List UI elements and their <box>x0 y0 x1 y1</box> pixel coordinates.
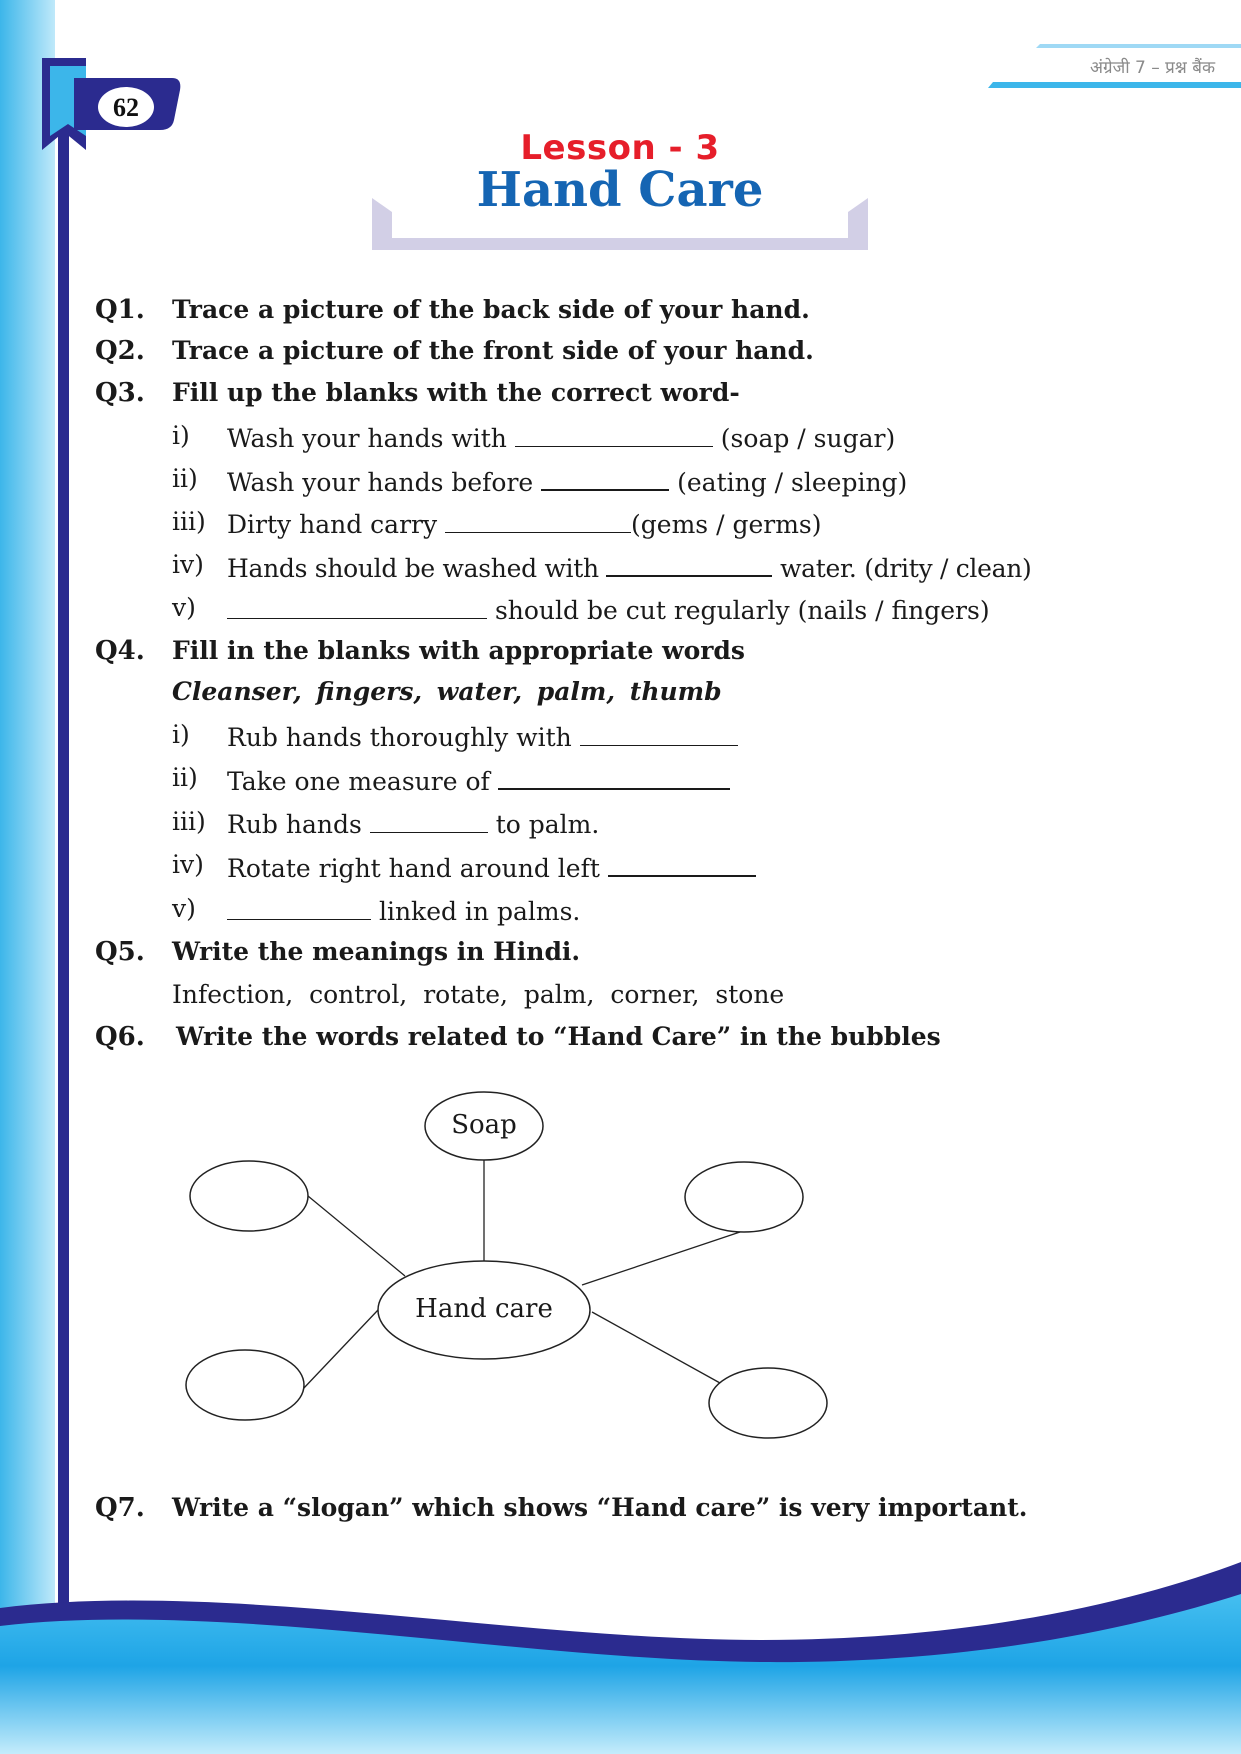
question-number: Q3. <box>95 378 145 408</box>
question-text: Fill up the blanks with the correct word- <box>172 378 740 407</box>
answer-bubble-lower-left[interactable] <box>190 1355 300 1415</box>
answer-blank[interactable] <box>370 806 488 833</box>
bubble-top-label: Soap <box>451 1110 517 1140</box>
answer-blank[interactable] <box>515 420 713 447</box>
question-text: Trace a picture of the front side of your hand. <box>172 336 814 365</box>
left-bar <box>58 110 69 1670</box>
left-band <box>0 0 55 1754</box>
header-rule <box>988 82 1241 88</box>
question-number: Q7. <box>95 1493 145 1523</box>
question-number: Q6. <box>95 1022 145 1052</box>
bubble-center-label: Hand care <box>415 1294 553 1324</box>
item-number: v) <box>172 593 196 622</box>
fill-blank-item: Wash your hands before (eating / sleeping) <box>227 463 907 499</box>
answer-blank[interactable] <box>606 549 772 577</box>
fill-blank-item: should be cut regularly (nails / fingers) <box>227 592 990 627</box>
hindi-meaning-words: Infection, control, rotate, palm, corner, stone <box>172 980 785 1009</box>
item-number: v) <box>172 894 196 923</box>
item-number: iii) <box>172 807 206 836</box>
question-number: Q1. <box>95 295 145 325</box>
item-number: ii) <box>172 763 198 792</box>
item-number: ii) <box>172 464 198 493</box>
fill-blank-item: Rub hands thoroughly with <box>227 719 738 754</box>
fill-blank-item: Rub hands to palm. <box>227 806 599 841</box>
question-text: Write the words related to “Hand Care” in the bubbles <box>176 1022 941 1051</box>
item-number: iv) <box>172 850 204 879</box>
page-title: Hand Care <box>476 162 764 218</box>
question-text: Write the meanings in Hindi. <box>172 937 581 966</box>
word-bank: Cleanser, fingers, water, palm, thumb <box>172 677 722 706</box>
question-text: Fill in the blanks with appropriate words <box>172 636 745 665</box>
item-number: iii) <box>172 507 206 536</box>
question-text: Write a “slogan” which shows “Hand care” is very important. <box>172 1493 1028 1522</box>
answer-blank[interactable] <box>580 719 738 746</box>
fill-blank-item: linked in palms. <box>227 893 580 928</box>
item-number: i) <box>172 720 190 749</box>
fill-blank-item: Take one measure of <box>227 762 730 798</box>
question-text: Trace a picture of the back side of your hand. <box>172 295 810 324</box>
book-header: अंग्रेजी 7 – प्रश्न बैंक <box>1090 58 1215 78</box>
answer-bubble-upper-right[interactable] <box>689 1167 799 1227</box>
item-number: i) <box>172 421 190 450</box>
answer-blank[interactable] <box>445 506 631 533</box>
answer-bubble-lower-right[interactable] <box>713 1373 823 1433</box>
answer-blank[interactable] <box>608 849 756 877</box>
answer-blank[interactable] <box>498 762 730 790</box>
answer-blank[interactable] <box>541 463 669 491</box>
answer-blank[interactable] <box>227 592 487 619</box>
answer-blank[interactable] <box>227 893 371 920</box>
answer-bubble-upper-left[interactable] <box>194 1166 304 1226</box>
fill-blank-item: Wash your hands with (soap / sugar) <box>227 420 895 455</box>
page-number: 62 <box>113 93 139 122</box>
question-number: Q4. <box>95 636 145 666</box>
fill-blank-item: Hands should be washed with water. (drity / clean) <box>227 549 1031 585</box>
fill-blank-item: Dirty hand carry (gems / germs) <box>227 506 822 541</box>
lesson-label: Lesson - 3 <box>520 128 720 168</box>
fill-blank-item: Rotate right hand around left <box>227 849 756 885</box>
item-number: iv) <box>172 550 204 579</box>
question-number: Q5. <box>95 937 145 967</box>
question-number: Q2. <box>95 336 145 366</box>
